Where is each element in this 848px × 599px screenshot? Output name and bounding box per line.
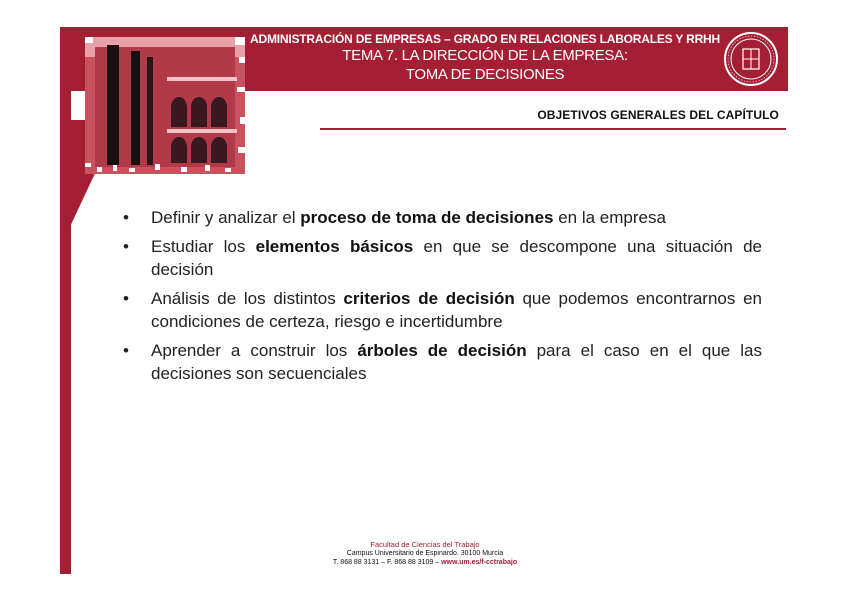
bullet-icon: • bbox=[123, 341, 129, 360]
objective-text: en la empresa bbox=[553, 208, 666, 227]
objective-highlight: criterios de decisión bbox=[343, 289, 515, 308]
building-photo bbox=[85, 37, 245, 174]
footer-contact-line bbox=[300, 558, 550, 567]
objective-highlight: elementos básicos bbox=[255, 237, 414, 256]
objective-text: Definir y analizar el bbox=[151, 208, 301, 227]
footer-website-link[interactable]: www.um.es/f-cctrabajo bbox=[441, 559, 518, 566]
section-divider bbox=[320, 128, 786, 130]
objective-item bbox=[118, 339, 762, 385]
objective-text: en que se descompone una situación de decisión bbox=[151, 237, 762, 279]
chapter-title-line1: TEMA 7. LA DIRECCIÓN DE LA EMPRESA: bbox=[342, 47, 628, 64]
objective-item bbox=[118, 235, 762, 281]
bullet-icon: • bbox=[123, 208, 129, 227]
footer-faculty: Facultad de Ciencias del Trabajo bbox=[370, 540, 480, 549]
objective-highlight: árboles de decisión bbox=[357, 341, 527, 360]
objective-item bbox=[118, 287, 762, 333]
left-accent-bar bbox=[60, 27, 71, 574]
objective-text: que podemos encontrarnos en condiciones de certeza, riesgo e incertidumbre bbox=[151, 289, 762, 331]
university-seal-icon bbox=[723, 31, 779, 87]
header-text bbox=[250, 32, 720, 84]
objective-highlight: proceso de toma de decisiones bbox=[300, 208, 554, 227]
objective-text: Aprender a construir los bbox=[151, 341, 358, 360]
objectives-list bbox=[118, 206, 762, 391]
section-title: OBJETIVOS GENERALES DEL CAPÍTULO bbox=[537, 108, 779, 122]
footer bbox=[300, 540, 550, 567]
objective-text: Estudiar los bbox=[151, 237, 256, 256]
bullet-icon: • bbox=[123, 237, 129, 256]
footer-contact: T. 868 88 3131 – F. 868 88 3109 – bbox=[332, 559, 442, 566]
objective-item bbox=[118, 206, 762, 229]
objective-text: Análisis de los distintos bbox=[151, 289, 344, 308]
footer-address: Campus Universitario de Espinardo. 30100 Murcia bbox=[346, 550, 504, 557]
objective-text: para el caso en el que las decisiones son secuenciales bbox=[151, 341, 762, 383]
bullet-icon: • bbox=[123, 289, 129, 308]
chapter-title-line2: TOMA DE DECISIONES bbox=[405, 66, 565, 83]
course-subtitle: ADMINISTRACIÓN DE EMPRESAS – GRADO EN RELACIONES LABORALES Y RRHH bbox=[250, 32, 720, 46]
